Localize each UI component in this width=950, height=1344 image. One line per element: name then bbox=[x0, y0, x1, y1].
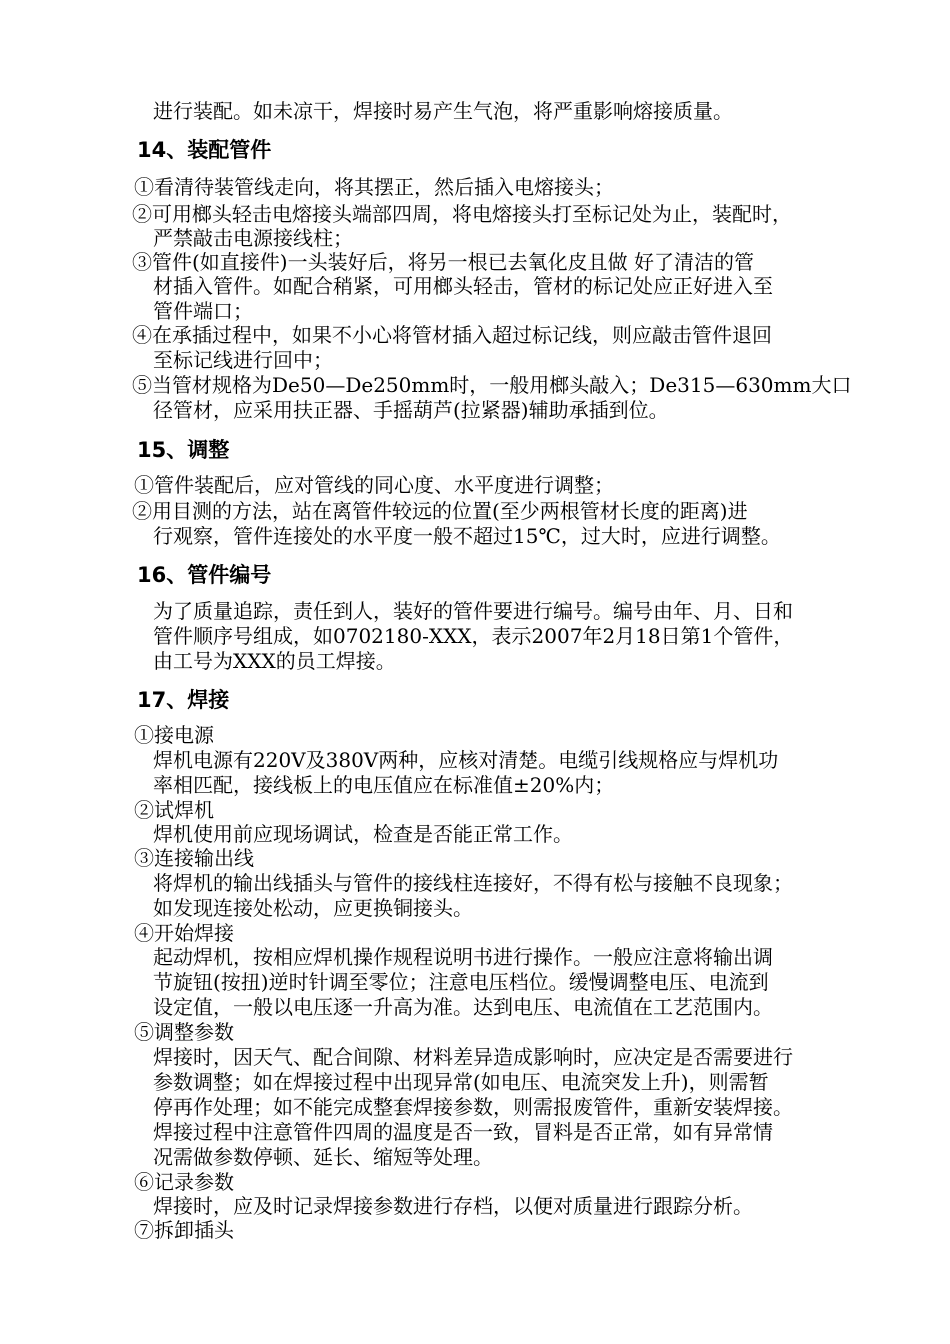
s17-item-6-heading: ⑥记录参数 bbox=[134, 1170, 234, 1194]
s14-item-4-line-2: 至标记线进行回中； bbox=[153, 348, 333, 372]
section-16-title: 16、管件编号 bbox=[137, 563, 272, 587]
s14-item-4-line-1: ④在承插过程中，如果不小心将管材插入超过标记线，则应敲击管件退回 bbox=[132, 323, 772, 347]
s14-item-3-line-2: 材插入管件。如配合稍紧，可用榔头轻击，管材的标记处应正好进入至 bbox=[153, 274, 773, 298]
s16-para-line-2: 管件顺序号组成，如0702180-XXX，表示2007年2月18日第1个管件， bbox=[153, 624, 794, 648]
intro-line: 进行装配。如未凉干，焊接时易产生气泡，将严重影响熔接质量。 bbox=[153, 99, 733, 123]
s17-item-3-heading: ③连接输出线 bbox=[134, 846, 254, 870]
s17-item-5-line-5: 况需做参数停顿、延长、缩短等处理。 bbox=[153, 1145, 493, 1169]
s14-item-5-line-2: 径管材，应采用扶正器、手摇葫芦(拉紧器)辅助承插到位。 bbox=[153, 398, 669, 422]
s15-item-1: ①管件装配后，应对管线的同心度、水平度进行调整； bbox=[134, 473, 614, 497]
s17-item-1-heading: ①接电源 bbox=[134, 723, 214, 747]
s14-item-1: ①看清待装管线走向，将其摆正，然后插入电熔接头； bbox=[134, 175, 614, 199]
s17-item-4-heading: ④开始焊接 bbox=[134, 921, 234, 945]
s14-item-2-line-1: ②可用榔头轻击电熔接头端部四周，将电熔接头打至标记处为止，装配时， bbox=[132, 202, 792, 226]
s17-item-3-line-2: 如发现连接处松动，应更换铜接头。 bbox=[153, 896, 473, 920]
s17-item-2-heading: ②试焊机 bbox=[134, 798, 214, 822]
s17-item-6-line-1: 焊接时，应及时记录焊接参数进行存档，以便对质量进行跟踪分析。 bbox=[153, 1194, 753, 1218]
s17-item-4-line-2: 节旋钮(按扭)逆时针调至零位；注意电压档位。缓慢调整电压、电流到 bbox=[153, 970, 769, 994]
s16-para-line-3: 由工号为XXX的员工焊接。 bbox=[153, 649, 396, 673]
s14-item-3-line-1: ③管件(如直接件)一头装好后，将另一根已去氧化皮且做 好了清洁的管 bbox=[132, 250, 754, 274]
s17-item-4-line-1: 起动焊机，按相应焊机操作规程说明书进行操作。一般应注意将输出调 bbox=[153, 945, 773, 969]
section-15-title: 15、调整 bbox=[137, 438, 230, 462]
s17-item-5-heading: ⑤调整参数 bbox=[134, 1020, 234, 1044]
s16-para-line-1: 为了质量追踪，责任到人，装好的管件要进行编号。编号由年、月、日和 bbox=[153, 599, 793, 623]
s17-item-1-line-1: 焊机电源有220V及380V两种，应核对清楚。电缆引线规格应与焊机功 bbox=[153, 748, 779, 772]
s17-item-5-line-4: 焊接过程中注意管件四周的温度是否一致，冒料是否正常，如有异常情 bbox=[153, 1120, 773, 1144]
s17-item-5-line-1: 焊接时，因天气、配合间隙、材料差异造成影响时，应决定是否需要进行 bbox=[153, 1045, 793, 1069]
s17-item-3-line-1: 将焊机的输出线插头与管件的接线柱连接好，不得有松与接触不良现象； bbox=[153, 871, 793, 895]
s14-item-3-line-3: 管件端口； bbox=[153, 299, 253, 323]
s17-item-5-line-2: 参数调整；如在焊接过程中出现异常(如电压、电流突发上升)，则需暂 bbox=[153, 1070, 769, 1094]
s14-item-5-line-1: ⑤当管材规格为De50—De250mm时，一般用榔头敲入；De315—630mm大口 bbox=[132, 373, 852, 397]
s17-item-4-line-3: 设定值，一般以电压逐一升高为准。达到电压、电流值在工艺范围内。 bbox=[153, 995, 773, 1019]
s14-item-2-line-2: 严禁敲击电源接线柱； bbox=[153, 226, 353, 250]
s15-item-2-line-2: 行观察，管件连接处的水平度一般不超过15℃，过大时，应进行调整。 bbox=[153, 524, 781, 548]
s17-item-5-line-3: 停再作处理；如不能完成整套焊接参数，则需报废管件，重新安装焊接。 bbox=[153, 1095, 793, 1119]
s17-item-1-line-2: 率相匹配，接线板上的电压值应在标准值±20%内； bbox=[153, 773, 615, 797]
section-17-title: 17、焊接 bbox=[137, 688, 230, 712]
section-14-title: 14、装配管件 bbox=[137, 138, 272, 162]
s15-item-2-line-1: ②用目测的方法，站在离管件较远的位置(至少两根管材长度的距离)进 bbox=[132, 499, 748, 523]
s17-item-7-heading: ⑦拆卸插头 bbox=[134, 1218, 234, 1242]
s17-item-2-line-1: 焊机使用前应现场调试，检查是否能正常工作。 bbox=[153, 822, 573, 846]
